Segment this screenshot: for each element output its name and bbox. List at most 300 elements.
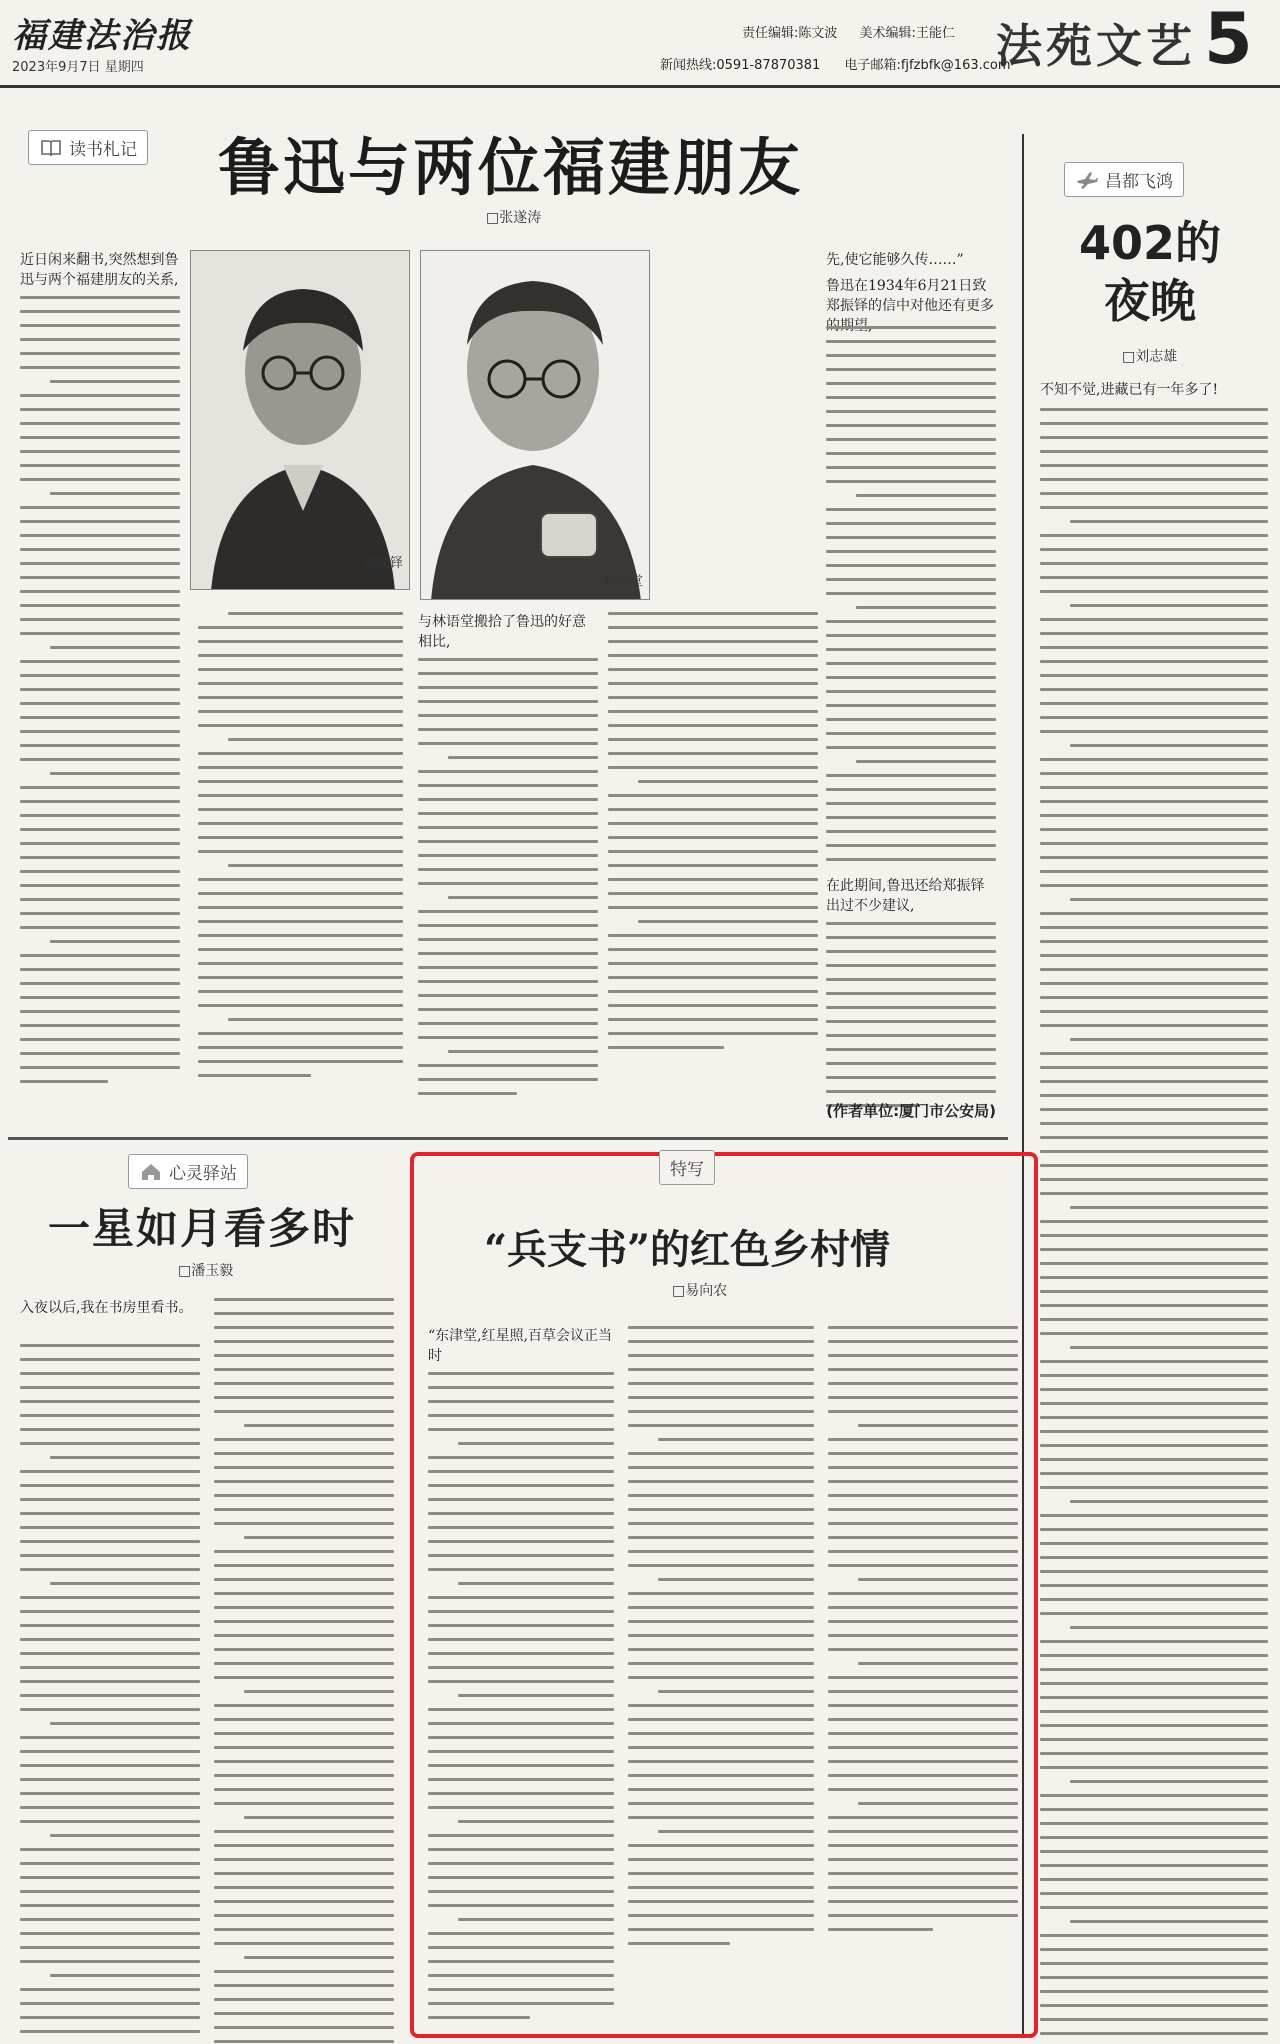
text-line [214, 1746, 394, 1749]
text-line [198, 724, 403, 727]
text-line [608, 626, 818, 629]
text-line [1040, 688, 1268, 691]
text-line [608, 934, 818, 937]
text-line [20, 730, 180, 733]
text-line [1040, 1486, 1268, 1489]
byline: □张遂涛 [486, 210, 542, 226]
text-line [50, 1834, 200, 1837]
text-column [428, 1326, 614, 2030]
text-line [214, 1410, 394, 1413]
text-line [628, 1382, 814, 1385]
text-line [1070, 1626, 1268, 1629]
text-line [214, 1718, 394, 1721]
text-line [198, 990, 403, 993]
text-line [628, 1508, 814, 1511]
text-line [1040, 1080, 1268, 1083]
text-line [608, 738, 818, 741]
text-line [20, 828, 180, 831]
text-line [214, 1298, 394, 1301]
text-line [1040, 1304, 1268, 1307]
text-line [1040, 1052, 1268, 1055]
text-line [628, 1788, 814, 1791]
text-lines [828, 1326, 1018, 1942]
text-line [608, 962, 818, 965]
text-line [628, 1592, 814, 1595]
text-line [20, 1918, 200, 1921]
text-line [1040, 1948, 1268, 1951]
text-line [214, 1802, 394, 1805]
text-line [214, 1326, 394, 1329]
text-line [448, 1050, 598, 1053]
text-line [20, 1932, 200, 1935]
text-line [214, 1634, 394, 1637]
text-line [628, 1564, 814, 1567]
text-line [1040, 408, 1268, 411]
text-line [1040, 2004, 1268, 2007]
text-line [1040, 492, 1268, 495]
text-line [826, 354, 996, 357]
article-opening: “东津堂,红星照,百草会议正当时 [428, 1328, 613, 1364]
text-line [826, 802, 996, 805]
byline: □潘玉毅 [178, 1263, 234, 1279]
text-lines [628, 1326, 814, 1956]
text-line [608, 752, 818, 755]
text-line [20, 1066, 180, 1069]
text-line [20, 478, 180, 481]
text-line [828, 1676, 1018, 1679]
text-line [608, 976, 818, 979]
text-line [20, 1680, 200, 1683]
text-line [826, 858, 996, 861]
text-line [828, 1718, 1018, 1721]
text-line [214, 1508, 394, 1511]
text-line [658, 1438, 814, 1441]
text-line [828, 1536, 1018, 1539]
text-line [826, 978, 996, 981]
text-column [628, 1326, 814, 1956]
section-title: 法苑文艺 [996, 19, 1196, 73]
text-line [214, 1522, 394, 1525]
text-line [20, 1946, 200, 1949]
text-line [428, 1904, 614, 1907]
text-line [826, 718, 996, 721]
text-line [1040, 1766, 1268, 1769]
text-line [1040, 1752, 1268, 1755]
text-line [828, 1788, 1018, 1791]
text-line [428, 1470, 614, 1473]
text-line [20, 1708, 200, 1711]
text-line [214, 1662, 394, 1665]
text-line [828, 1592, 1018, 1595]
text-line [1040, 1094, 1268, 1097]
text-line [214, 1732, 394, 1735]
text-line [20, 1010, 180, 1013]
text-line [828, 1620, 1018, 1623]
text-line [608, 878, 818, 881]
text-line [198, 766, 403, 769]
text-line [428, 1876, 614, 1879]
text-line [826, 564, 996, 567]
email: 电子邮箱:fjfzbfk@163.com [844, 58, 1011, 73]
text-line [826, 1006, 996, 1009]
text-line [428, 1498, 614, 1501]
text-line [428, 1386, 614, 1389]
text-line [1040, 1430, 1268, 1433]
text-line [20, 1652, 200, 1655]
text-line [198, 1032, 403, 1035]
text-line [1040, 1444, 1268, 1447]
text-line [428, 1652, 614, 1655]
text-line [428, 1862, 614, 1865]
text-line [826, 676, 996, 679]
text-line [1070, 604, 1268, 607]
column-tag [1064, 162, 1184, 197]
text-line [1040, 1850, 1268, 1853]
text-line [1040, 758, 1268, 761]
text-line [418, 966, 598, 969]
text-line [20, 1596, 200, 1599]
text-line [628, 1844, 814, 1847]
text-line [418, 1092, 517, 1095]
text-line [198, 1046, 403, 1049]
text-line [628, 1480, 814, 1483]
text-line [628, 1676, 814, 1679]
text-line [214, 1984, 394, 1987]
text-line [198, 934, 403, 937]
text-line [1040, 1122, 1268, 1125]
text-line [1070, 744, 1268, 747]
text-line [198, 822, 403, 825]
text-line [198, 808, 403, 811]
text-line [826, 326, 996, 329]
text-line [20, 1820, 200, 1823]
text-line [1040, 450, 1268, 453]
text-line [20, 1792, 200, 1795]
text-line [628, 1606, 814, 1609]
byline: □刘志雄 [1122, 349, 1178, 365]
text-column [826, 250, 996, 1118]
text-line [50, 772, 180, 775]
text-line [628, 1648, 814, 1651]
text-line [608, 1018, 818, 1021]
text-line [214, 1774, 394, 1777]
text-line [418, 784, 598, 787]
text-line [20, 352, 180, 355]
text-line [20, 1806, 200, 1809]
text-line [20, 2002, 200, 2005]
text-line [20, 744, 180, 747]
text-line [214, 1844, 394, 1847]
text-line [1040, 940, 1268, 943]
text-line [638, 920, 818, 923]
text-line [826, 992, 996, 995]
text-line [428, 1372, 614, 1375]
text-lines [826, 922, 996, 1118]
text-line [826, 648, 996, 651]
text-line [1040, 1724, 1268, 1727]
text-line [1040, 1276, 1268, 1279]
byline: □易向农 [672, 1283, 728, 1299]
text-line [1040, 842, 1268, 845]
text-line [1040, 982, 1268, 985]
text-line [214, 1466, 394, 1469]
text-line [418, 994, 598, 997]
text-line [418, 980, 598, 983]
text-line [628, 1760, 814, 1763]
column-tag [128, 1154, 248, 1189]
text-line [826, 922, 996, 925]
text-line [214, 1452, 394, 1455]
text-line [628, 1704, 814, 1707]
text-line [20, 590, 180, 593]
masthead [0, 0, 1280, 88]
text-line [826, 1020, 996, 1023]
text-line [608, 654, 818, 657]
text-line [50, 646, 180, 649]
text-line [428, 1512, 614, 1515]
text-line [628, 1634, 814, 1637]
plane-icon [1075, 168, 1099, 192]
text-line [418, 1078, 598, 1081]
text-line [20, 1498, 200, 1501]
author-affiliation: (作者单位:厦门市公安局) [826, 1102, 996, 1120]
text-line [826, 1062, 996, 1065]
text-line [20, 1344, 200, 1347]
text-line [826, 466, 996, 469]
text-line [828, 1606, 1018, 1609]
text-line [418, 742, 598, 745]
text-line [608, 1032, 818, 1035]
text-line [428, 1722, 614, 1725]
text-line [214, 1914, 394, 1917]
text-line [428, 1638, 614, 1641]
text-line [418, 770, 598, 773]
text-line [1040, 786, 1268, 789]
text-line [214, 1382, 394, 1385]
text-line [214, 1676, 394, 1679]
text-line [628, 1914, 814, 1917]
text-line [418, 952, 598, 955]
text-line [418, 938, 598, 941]
text-line [826, 964, 996, 967]
text-line [1040, 1416, 1268, 1419]
text-line [228, 738, 403, 741]
text-line [428, 1750, 614, 1753]
text-line [828, 1382, 1018, 1385]
text-line [608, 710, 818, 713]
editor-credits [742, 22, 973, 41]
text-column [1040, 380, 1268, 2044]
text-line [20, 1428, 200, 1431]
text-line [214, 2040, 394, 2043]
text-line [214, 1592, 394, 1595]
text-line [214, 1970, 394, 1973]
text-line [1040, 1402, 1268, 1405]
text-line [628, 1732, 814, 1735]
text-line [1040, 562, 1268, 565]
text-line [628, 1718, 814, 1721]
text-line [418, 1008, 598, 1011]
text-line [20, 1624, 200, 1627]
text-line [428, 1778, 614, 1781]
text-line [1040, 1010, 1268, 1013]
text-line [826, 424, 996, 427]
text-line [628, 1326, 814, 1329]
column-tag-label: 心灵驿站 [169, 1164, 237, 1184]
text-column [20, 250, 180, 1094]
text-line [198, 948, 403, 951]
text-line [1040, 2032, 1268, 2035]
text-line [1040, 1136, 1268, 1139]
text-line [1040, 464, 1268, 467]
text-line [458, 1820, 614, 1823]
text-line [828, 1396, 1018, 1399]
text-line [826, 662, 996, 665]
book-icon [39, 136, 63, 160]
text-line [20, 394, 180, 397]
text-line [828, 1704, 1018, 1707]
column-tag [28, 130, 148, 165]
text-line [1040, 2018, 1268, 2021]
text-line [1040, 1178, 1268, 1181]
text-line [826, 1048, 996, 1051]
text-line [608, 1046, 724, 1049]
text-line [1040, 1458, 1268, 1461]
text-line [20, 842, 180, 845]
text-line [214, 1788, 394, 1791]
text-line [458, 1582, 614, 1585]
text-line [826, 452, 996, 455]
text-line [428, 1680, 614, 1683]
text-line [1040, 618, 1268, 621]
text-line [418, 714, 598, 717]
text-line [1040, 1640, 1268, 1643]
text-line [1040, 1696, 1268, 1699]
text-line [418, 658, 598, 661]
text-line [828, 1494, 1018, 1497]
text-line [428, 2016, 530, 2019]
page-number: 5 [1204, 0, 1253, 80]
text-line [608, 892, 818, 895]
text-line [1040, 1290, 1268, 1293]
text-line [214, 2026, 394, 2029]
main-article [8, 100, 1008, 1140]
text-line [244, 1816, 394, 1819]
text-line [20, 1610, 200, 1613]
text-line [20, 1540, 200, 1543]
text-line [228, 864, 403, 867]
text-column [418, 612, 598, 1106]
text-line [428, 1988, 614, 1991]
paragraph-continuation: 先,使它能够久传……” [826, 252, 964, 268]
text-line [428, 1610, 614, 1613]
text-line [428, 1596, 614, 1599]
text-line [198, 836, 403, 839]
text-line [458, 1694, 614, 1697]
text-line [1040, 1808, 1268, 1811]
text-line [20, 1024, 180, 1027]
text-line [214, 1620, 394, 1623]
text-line [1040, 506, 1268, 509]
text-line [1040, 1598, 1268, 1601]
text-line [826, 396, 996, 399]
text-line [826, 508, 996, 511]
text-line [428, 1792, 614, 1795]
text-line [20, 1862, 200, 1865]
text-line [826, 690, 996, 693]
text-line [20, 562, 180, 565]
text-line [826, 536, 996, 539]
text-line [428, 1946, 614, 1949]
article-opening: 近日闲来翻书,突然想到鲁迅与两个福建朋友的关系, [20, 252, 179, 288]
text-line [1040, 1234, 1268, 1237]
art-editor: 美术编辑:王能仁 [859, 26, 955, 41]
text-line [1040, 646, 1268, 649]
text-line [628, 1424, 814, 1427]
text-line [628, 1340, 814, 1343]
text-line [1040, 1584, 1268, 1587]
text-line [214, 1312, 394, 1315]
text-line [1040, 814, 1268, 817]
text-line [1070, 1206, 1268, 1209]
text-line [858, 1578, 1018, 1581]
text-line [428, 1554, 614, 1557]
text-line [826, 774, 996, 777]
news-hotline: 新闻热线:0591-87870381 [660, 58, 821, 73]
text-line [608, 948, 818, 951]
text-line [828, 1508, 1018, 1511]
text-line [658, 1578, 814, 1581]
text-line [20, 1038, 180, 1041]
text-line [628, 1858, 814, 1861]
text-line [1040, 884, 1268, 887]
text-line [20, 1904, 200, 1907]
text-line [826, 592, 996, 595]
text-line [1040, 1220, 1268, 1223]
text-line [828, 1340, 1018, 1343]
text-line [826, 936, 996, 939]
headline-line: 402的 [1078, 216, 1222, 270]
text-line [828, 1466, 1018, 1469]
text-line [418, 826, 598, 829]
text-line [20, 1442, 200, 1445]
paper-name: 福建法治报 [12, 16, 192, 56]
text-line [1040, 968, 1268, 971]
text-line [826, 340, 996, 343]
text-lines [826, 326, 996, 872]
text-line [1040, 674, 1268, 677]
text-line [20, 1638, 200, 1641]
text-line [828, 1354, 1018, 1357]
text-line [20, 926, 180, 929]
text-line [20, 1358, 200, 1361]
text-line [1040, 1864, 1268, 1867]
text-line [198, 780, 403, 783]
text-line [826, 620, 996, 623]
text-line [828, 1564, 1018, 1567]
text-line [1040, 1822, 1268, 1825]
text-line [214, 1998, 394, 2001]
text-line [20, 576, 180, 579]
text-line [1040, 1542, 1268, 1545]
text-line [244, 1956, 394, 1959]
text-line [20, 604, 180, 607]
text-line [50, 1582, 200, 1585]
text-line [198, 654, 403, 657]
text-line [628, 1928, 814, 1931]
text-line [214, 1886, 394, 1889]
text-line [418, 700, 598, 703]
